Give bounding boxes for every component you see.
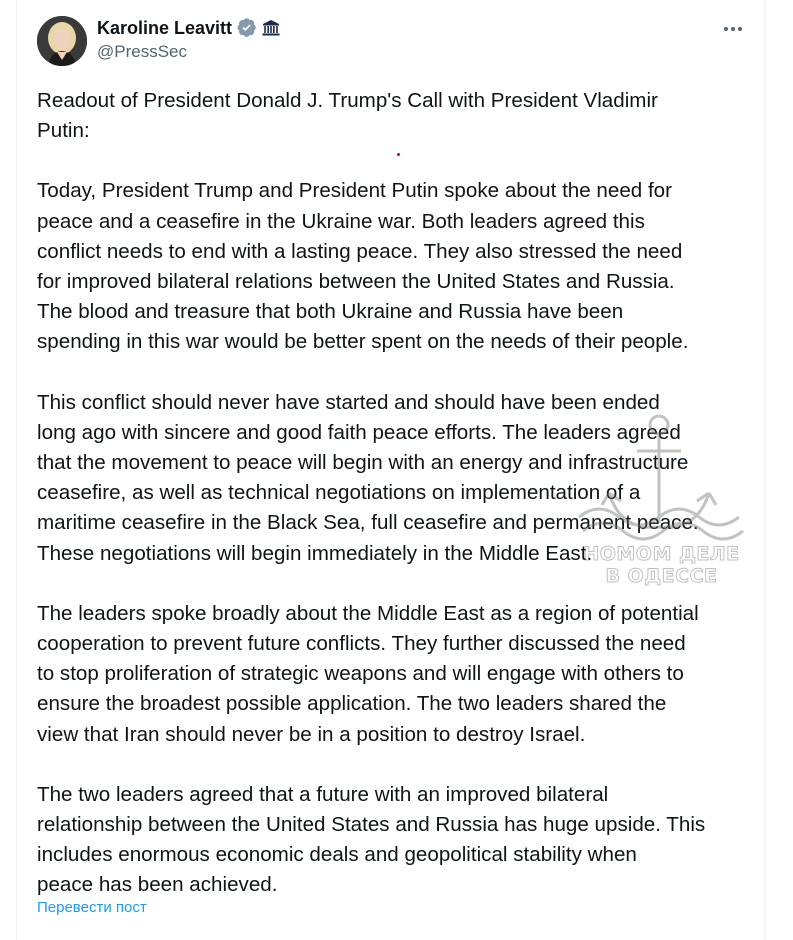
watermark-text-line1: НОМОМ ДЕЛЕ	[583, 543, 740, 565]
avatar-image	[37, 16, 87, 66]
post-paragraph: This conflict should never have started and should have been ended long ago with sincere and good faith peace efforts. The leaders agreed that the movement to peace will begin with an energy and infrastructure ceasefire, as well as technical negotiations on implementation of a maritime ceasefire in the Black Sea, full ceasefire and permanent peace. These negotiations will begin immediately in the Middle East.	[37, 390, 699, 565]
post-header	[37, 14, 750, 66]
post-card	[16, 0, 765, 940]
government-building-icon[interactable]	[261, 18, 281, 38]
more-options-icon	[723, 26, 743, 32]
verified-badge-icon[interactable]	[237, 18, 257, 38]
post-text	[37, 86, 757, 931]
stray-red-dot	[397, 153, 400, 156]
post-paragraph: Today, President Trump and President Putin spoke about the need for peace and a ceasefire in the Ukraine war. Both leaders agreed this conflict needs to end with a lasting peace. They also stressed the need for improved bilateral relations between the United States and Russia. The blood and treasure that both Ukraine and Russia have been spending in this war would be better spent on the needs of their people.	[37, 179, 689, 354]
more-options-button[interactable]	[716, 14, 750, 44]
post-paragraph: The leaders spoke broadly about the Middle East as a region of potential cooperation to prevent future conflicts. They further discussed the need to stop proliferation of strategic weapons and will engage with others to ensure the broadest possible application. The two leaders shared the view that Iran should never be in a position to destroy Israel.	[37, 601, 699, 746]
post-paragraph-title: Readout of President Donald J. Trump's Call with President Vladimir Putin:	[37, 89, 658, 143]
post-paragraph: The two leaders agreed that a future with an improved bilateral relationship between the United States and Russia has huge upside. This includes enormous economic deals and geopolitical stability when peace has been achieved.	[37, 782, 706, 897]
author-display-name[interactable]: Karoline Leavitt	[97, 17, 233, 38]
author-identity	[97, 16, 281, 62]
avatar[interactable]	[37, 16, 87, 66]
author-handle[interactable]: @PressSec	[97, 42, 188, 61]
name-row	[97, 16, 281, 40]
watermark-text-line2: В ОДЕССЕ	[605, 565, 718, 587]
translate-post-link[interactable]: Перевести пост	[37, 899, 147, 916]
